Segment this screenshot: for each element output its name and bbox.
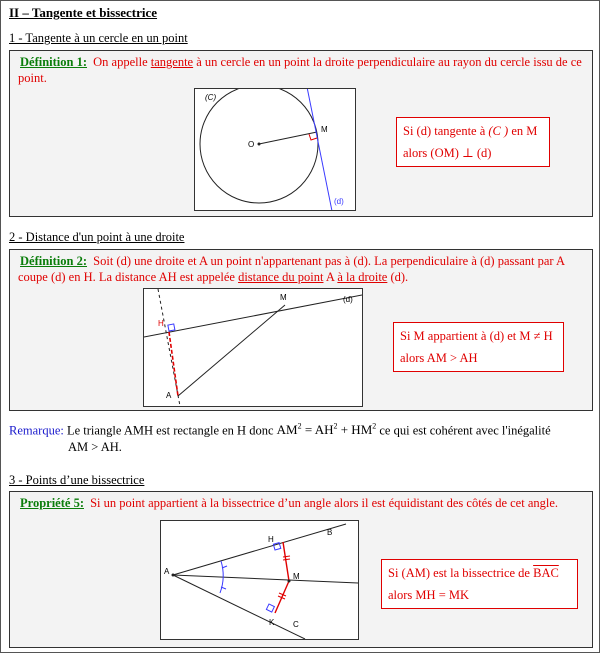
tick-mh-1 bbox=[283, 556, 290, 557]
tangent-diagram bbox=[195, 89, 355, 210]
definition1-text bbox=[18, 54, 584, 86]
bisector-figure bbox=[160, 520, 359, 640]
definition1-box bbox=[9, 50, 593, 217]
note5-a: Si (AM) est la bissectrice de bbox=[388, 566, 534, 580]
note5-angle: $\overline{BAC}$ bbox=[533, 566, 559, 580]
definition2-note bbox=[393, 322, 564, 372]
tick-mh-2 bbox=[283, 559, 290, 560]
remark-text-a: Le triangle AMH est rectangle en H donc bbox=[66, 423, 277, 438]
formula-sq1: 2 bbox=[297, 422, 302, 431]
definition1-note-line1 bbox=[403, 120, 543, 142]
line-d-label: (d) bbox=[343, 295, 353, 304]
circle-label: (C) bbox=[205, 93, 217, 102]
remark-text-b: ce qui est cohérent avec l'inégalité bbox=[379, 423, 551, 438]
center-point bbox=[258, 143, 261, 146]
definition2-note-line1: Si M appartient à (d) et M ≠ H bbox=[400, 329, 553, 343]
note1-a: Si (d) tangente à bbox=[403, 124, 489, 138]
formula-sq2: 2 bbox=[333, 422, 338, 431]
tangent-line-d bbox=[307, 89, 332, 210]
ray-ac bbox=[173, 575, 305, 639]
bisector-diagram bbox=[161, 521, 358, 639]
definition1-note-line2: alors (OM) ⊥ (d) bbox=[403, 146, 492, 160]
point-m bbox=[288, 580, 291, 583]
line-d-label: (d) bbox=[334, 197, 344, 206]
point-k-label: K bbox=[269, 618, 275, 627]
bisector-am bbox=[173, 575, 358, 583]
definition1-note bbox=[396, 117, 550, 167]
segment-ah bbox=[169, 332, 178, 396]
point-c-label: C bbox=[293, 620, 299, 629]
definition2-note-line2: alors AM > AH bbox=[400, 351, 478, 365]
formula-sq3: 2 bbox=[372, 422, 377, 431]
property5-box bbox=[9, 491, 593, 648]
section2-heading: 2 - Distance d'un point à une droite bbox=[9, 230, 185, 244]
definition2-text bbox=[18, 253, 582, 285]
section1-heading: 1 - Tangente à un cercle en un point bbox=[9, 31, 188, 45]
point-m-label: M bbox=[280, 293, 287, 302]
segment-am bbox=[178, 305, 285, 396]
property5-note-line2: alors MH = MK bbox=[388, 588, 470, 602]
center-label: O bbox=[248, 140, 255, 149]
segment-mk bbox=[275, 581, 289, 613]
definition1-label: Définition 1: bbox=[20, 55, 88, 69]
note1-c: (C ) bbox=[488, 124, 509, 138]
point-m-label: M bbox=[293, 572, 300, 581]
remark bbox=[9, 418, 594, 456]
definition2-term1: distance du point bbox=[238, 270, 324, 284]
point-b-label: B bbox=[327, 528, 333, 537]
definition2-term2: à la droite bbox=[337, 270, 388, 284]
remark-label: Remarque: bbox=[9, 423, 64, 438]
point-h-label: H bbox=[158, 319, 164, 328]
note1-b: en M bbox=[508, 124, 538, 138]
page-title: II – Tangente et bissectrice bbox=[9, 5, 158, 20]
vertex-a bbox=[172, 574, 175, 577]
right-angle-h bbox=[273, 543, 280, 550]
formula-am: AM bbox=[276, 422, 298, 438]
distance-diagram bbox=[144, 289, 362, 406]
property5-note-line1 bbox=[388, 562, 571, 584]
point-a-label: A bbox=[166, 391, 172, 400]
property5-label: Propriété 5: bbox=[20, 496, 84, 510]
definition1-text-a: On appelle bbox=[93, 55, 151, 69]
right-angle-mark bbox=[309, 134, 317, 140]
definition2-text-a: Soit (d) une droite et A un point n'appartenant pas à (d). La perpendiculaire à (d) passant par A coupe (d) en H. La distance AH est appelée bbox=[18, 254, 565, 284]
property5-statement: Si un point appartient à la bissectrice d’un angle alors il est équidistant des côtés de cet angle. bbox=[90, 496, 559, 510]
radius-om bbox=[259, 132, 317, 144]
formula-eq-ah: = AH bbox=[301, 422, 334, 438]
definition2-text-b: A bbox=[323, 270, 338, 284]
right-angle-k bbox=[266, 604, 274, 612]
line-d bbox=[144, 295, 362, 337]
property5-text bbox=[18, 495, 584, 511]
circle-c bbox=[200, 89, 318, 203]
point-a-label: A bbox=[164, 567, 170, 576]
section3-heading: 3 - Points d’une bissectrice bbox=[9, 473, 145, 487]
right-angle-mark bbox=[168, 324, 175, 331]
point-h-label: H bbox=[268, 535, 274, 544]
definition1-term: tangente bbox=[150, 55, 194, 69]
definition2-text-c: (d). bbox=[387, 270, 409, 284]
distance-figure bbox=[143, 288, 363, 407]
point-m-label: M bbox=[321, 125, 328, 134]
ray-ab bbox=[173, 524, 346, 575]
definition2-label: Définition 2: bbox=[20, 254, 88, 268]
tangent-figure bbox=[194, 88, 356, 211]
definition1-text-b: à un cercle en un point la droite perpendiculaire au rayon du cercle issu de ce point. bbox=[18, 55, 582, 85]
definition2-box bbox=[9, 249, 593, 411]
remark-formula bbox=[277, 422, 377, 437]
property5-note bbox=[381, 559, 578, 609]
formula-plus-hm: + HM bbox=[337, 422, 373, 438]
remark-line2: AM > AH. bbox=[68, 440, 122, 455]
segment-mh bbox=[283, 542, 289, 581]
